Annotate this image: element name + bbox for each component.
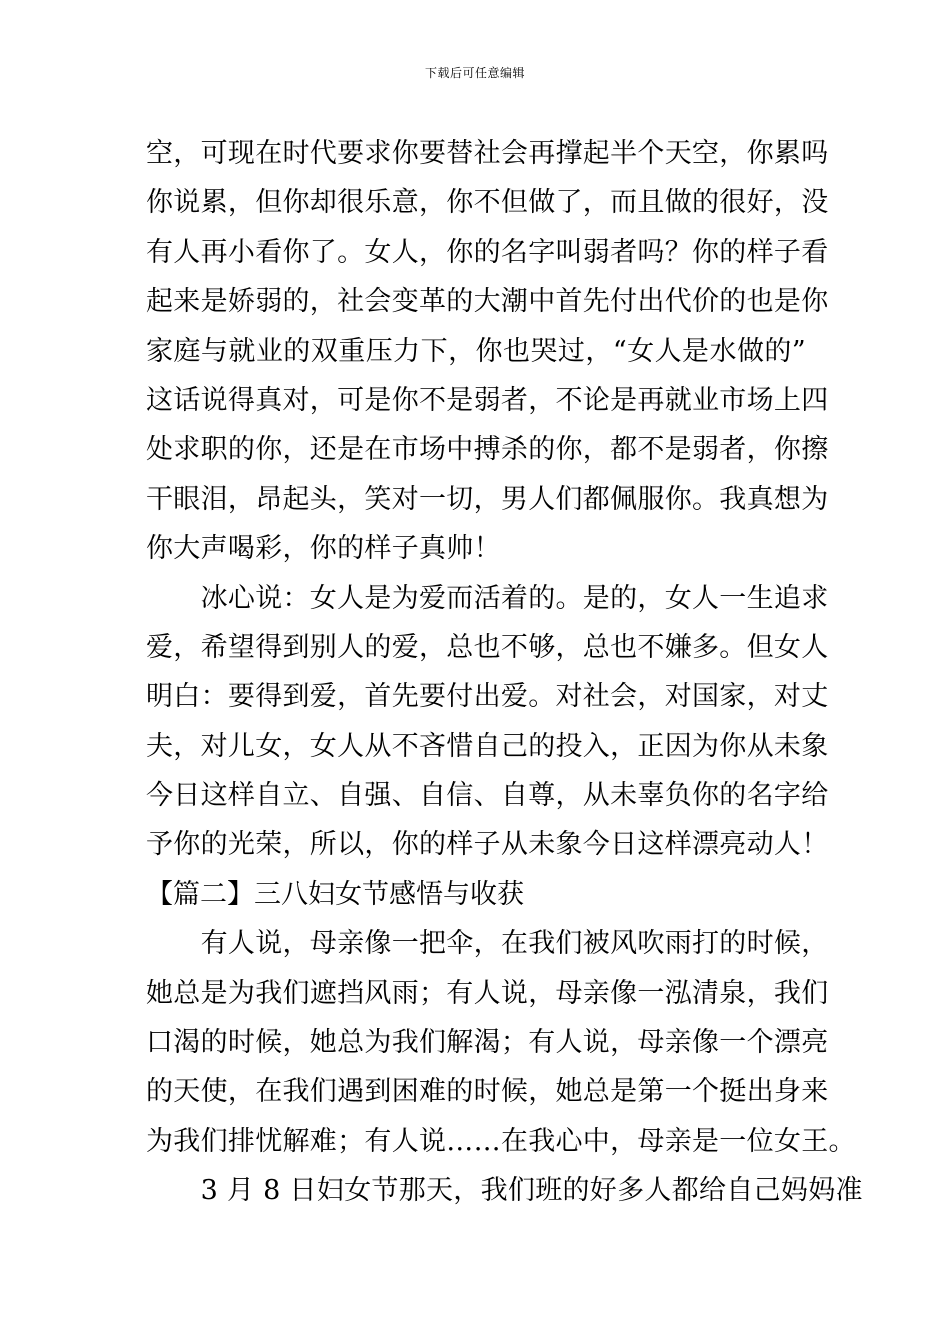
text-line: 处求职的你，还是在市场中搏杀的你，都不是弱者，你擦 xyxy=(146,434,829,466)
text-line: 你大声喝彩，你的样子真帅！ xyxy=(146,533,501,565)
text-line: 口渴的时候，她总为我们解渴；有人说，母亲像一个漂亮 xyxy=(146,1027,829,1059)
text-line: 干眼泪，昂起头，笑对一切，男人们都佩服你。我真想为 xyxy=(146,483,829,515)
text-line: 有人再小看你了。女人，你的名字叫弱者吗？你的样子看 xyxy=(146,236,829,268)
text-line: 这话说得真对，可是你不是弱者，不论是再就业市场上四 xyxy=(146,384,829,416)
text-line: 予你的光荣，所以，你的样子从未象今日这样漂亮动人！ xyxy=(146,829,829,861)
text-line: 今日这样自立、自强、自信、自尊，从未辜负你的名字给 xyxy=(146,780,829,812)
text-line: 家庭与就业的双重压力下，你也哭过，“女人是水做的” xyxy=(146,335,806,367)
section-heading: 【篇二】三八妇女节感悟与收获 xyxy=(146,878,524,910)
text-line: 起来是娇弱的，社会变革的大潮中首先付出代价的也是你 xyxy=(146,286,829,318)
text-line: 明白：要得到爱，首先要付出爱。对社会，对国家，对丈 xyxy=(146,681,829,713)
text-line: 她总是为我们遮挡风雨；有人说，母亲像一泓清泉，我们 xyxy=(146,977,829,1009)
page-header: 下载后可任意编辑 xyxy=(424,66,525,80)
text-line: 空，可现在时代要求你要替社会再撑起半个天空，你累吗 xyxy=(146,138,829,169)
text-line: 夫，对儿女，女人从不吝惜自己的投入，正因为你从未象 xyxy=(146,730,829,762)
document-body xyxy=(146,129,863,1216)
text-line: 的天使，在我们遇到困难的时候，她总是第一个挺出身来 xyxy=(146,1076,829,1108)
text-line: 冰心说：女人是为爱而活着的。是的，女人一生追求 xyxy=(146,582,829,614)
text-line: 爱，希望得到别人的爱，总也不够，总也不嫌多。但女人 xyxy=(146,631,829,663)
text-line: 你说累，但你却很乐意，你不但做了，而且做的很好，没 xyxy=(146,187,829,219)
text-line: 3 月 8 日妇女节那天，我们班的好多人都给自己妈妈准 xyxy=(146,1175,863,1207)
text-line: 为我们排忧解难；有人说……在我心中，母亲是一位女王。 xyxy=(146,1125,856,1157)
text-line: 有人说，母亲像一把伞，在我们被风吹雨打的时候， xyxy=(146,928,829,960)
